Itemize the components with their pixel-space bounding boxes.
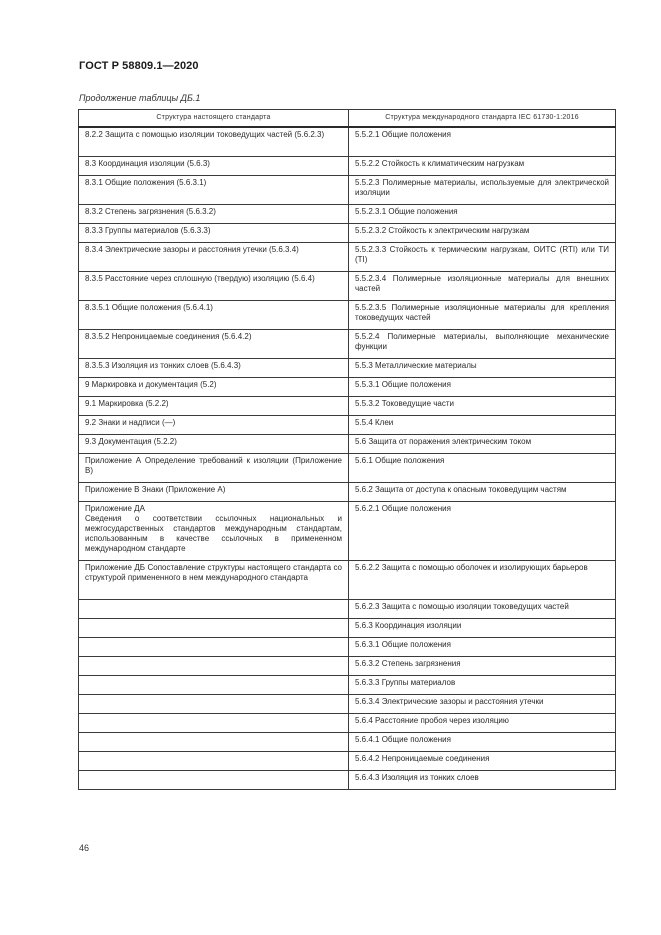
cell-international-section: 5.5.2.3 Полимерные материалы, используемые для электрической изоляции xyxy=(349,176,616,205)
cell-international-section: 5.5.2.3.2 Стойкость к электрическим нагрузкам xyxy=(349,224,616,243)
cell-national-section xyxy=(79,600,349,619)
cell-international-section: 5.5.2.3.1 Общие положения xyxy=(349,205,616,224)
table-row xyxy=(79,359,616,378)
table-row xyxy=(79,561,616,600)
cell-international-section: 5.6.4 Расстояние пробоя через изоляцию xyxy=(349,714,616,733)
table-row xyxy=(79,752,616,771)
table-row xyxy=(79,416,616,435)
cell-national-section: 8.3.5.2 Непроницаемые соединения (5.6.4.2) xyxy=(79,330,349,359)
cell-international-section: 5.6.2.2 Защита с помощью оболочек и изолирующих барьеров xyxy=(349,561,616,600)
cell-international-section: 5.6.4.2 Непроницаемые соединения xyxy=(349,752,616,771)
cell-international-section: 5.6.3.4 Электрические зазоры и расстояния утечки xyxy=(349,695,616,714)
cell-international-section: 5.6.1 Общие положения xyxy=(349,454,616,483)
table-header-row xyxy=(79,110,616,128)
cell-national-section xyxy=(79,752,349,771)
cell-national-section: Приложение ДБ Сопоставление структуры настоящего стандарта со структурой примененного в нем международного стандарта xyxy=(79,561,349,600)
cell-international-section: 5.5.3 Металлические материалы xyxy=(349,359,616,378)
table-row xyxy=(79,224,616,243)
table-caption: Продолжение таблицы ДБ.1 xyxy=(79,93,201,103)
cell-national-section: 8.3 Координация изоляции (5.6.3) xyxy=(79,157,349,176)
table-row xyxy=(79,157,616,176)
page-number: 46 xyxy=(79,843,90,853)
cell-international-section: 5.5.2.4 Полимерные материалы, выполняющие механические функции xyxy=(349,330,616,359)
cell-national-section xyxy=(79,619,349,638)
table-row xyxy=(79,695,616,714)
cell-international-section: 5.5.2.1 Общие положения xyxy=(349,127,616,157)
table-row xyxy=(79,454,616,483)
cell-national-section: 9.3 Документация (5.2.2) xyxy=(79,435,349,454)
table-row xyxy=(79,243,616,272)
cell-national-section: 8.3.1 Общие положения (5.6.3.1) xyxy=(79,176,349,205)
table-row xyxy=(79,330,616,359)
cell-international-section: 5.6.2 Защита от доступа к опасным токоведущим частям xyxy=(349,483,616,502)
table-row xyxy=(79,619,616,638)
cell-national-section xyxy=(79,695,349,714)
cell-international-section: 5.5.4 Клеи xyxy=(349,416,616,435)
cell-national-section: 9.2 Знаки и надписи (—) xyxy=(79,416,349,435)
table-row xyxy=(79,483,616,502)
cell-national-section: 8.2.2 Защита с помощью изоляции токоведущих частей (5.6.2.3) xyxy=(79,127,349,157)
cell-international-section: 5.6.4.1 Общие положения xyxy=(349,733,616,752)
cell-international-section: 5.5.3.1 Общие положения xyxy=(349,378,616,397)
cell-international-section: 5.6.3 Координация изоляции xyxy=(349,619,616,638)
cell-national-section xyxy=(79,657,349,676)
cell-national-section: 8.3.5.1 Общие положения (5.6.4.1) xyxy=(79,301,349,330)
table-row xyxy=(79,301,616,330)
table-row xyxy=(79,676,616,695)
cell-national-section: 9 Маркировка и документация (5.2) xyxy=(79,378,349,397)
comparison-table xyxy=(78,109,616,790)
column-header-national: Структура настоящего стандарта xyxy=(79,110,349,128)
table-row xyxy=(79,502,616,561)
cell-national-section: 8.3.2 Степень загрязнения (5.6.3.2) xyxy=(79,205,349,224)
cell-national-section xyxy=(79,733,349,752)
table-row xyxy=(79,733,616,752)
cell-international-section: 5.6.2.1 Общие положения xyxy=(349,502,616,561)
cell-national-section xyxy=(79,676,349,695)
cell-national-section xyxy=(79,714,349,733)
cell-international-section: 5.6.3.2 Степень загрязнения xyxy=(349,657,616,676)
table-row xyxy=(79,205,616,224)
table-body xyxy=(79,127,616,790)
table-row xyxy=(79,714,616,733)
document-code: ГОСТ Р 58809.1—2020 xyxy=(79,60,199,72)
cell-national-section: 8.3.5.3 Изоляция из тонких слоев (5.6.4.3) xyxy=(79,359,349,378)
cell-international-section: 5.5.2.3.5 Полимерные изоляционные материалы для крепления токоведущих частей xyxy=(349,301,616,330)
cell-national-section: Приложение А Определение требований к изоляции (Приложение В) xyxy=(79,454,349,483)
table-row xyxy=(79,657,616,676)
cell-national-section xyxy=(79,771,349,790)
table-row xyxy=(79,397,616,416)
cell-national-section: Приложение В Знаки (Приложение А) xyxy=(79,483,349,502)
table-row xyxy=(79,771,616,790)
cell-international-section: 5.6.2.3 Защита с помощью изоляции токоведущих частей xyxy=(349,600,616,619)
cell-international-section: 5.5.2.3.4 Полимерные изоляционные материалы для внешних частей xyxy=(349,272,616,301)
cell-national-section: 8.3.4 Электрические зазоры и расстояния утечки (5.6.3.4) xyxy=(79,243,349,272)
column-header-international: Структура международного стандарта IEC 61730-1:2016 xyxy=(349,110,616,128)
cell-international-section: 5.6.3.3 Группы материалов xyxy=(349,676,616,695)
cell-national-section: 9.1 Маркировка (5.2.2) xyxy=(79,397,349,416)
cell-international-section: 5.6.3.1 Общие положения xyxy=(349,638,616,657)
cell-national-section xyxy=(79,638,349,657)
table-row xyxy=(79,272,616,301)
cell-international-section: 5.5.2.3.3 Стойкость к термическим нагрузкам, ОИТС (RTI) или ТИ (TI) xyxy=(349,243,616,272)
table-row xyxy=(79,600,616,619)
table-row xyxy=(79,176,616,205)
cell-national-section: 8.3.5 Расстояние через сплошную (твердую) изоляцию (5.6.4) xyxy=(79,272,349,301)
cell-international-section: 5.6 Защита от поражения электрическим током xyxy=(349,435,616,454)
table-row xyxy=(79,435,616,454)
table-row xyxy=(79,127,616,157)
cell-national-section: Приложение ДА Сведения о соответствии ссылочных национальных и межгосударственных стандартов международным стандартам, использованным в качестве ссылочных в примененном международном стандарте xyxy=(79,502,349,561)
table-row xyxy=(79,638,616,657)
cell-national-section: 8.3.3 Группы материалов (5.6.3.3) xyxy=(79,224,349,243)
cell-international-section: 5.5.3.2 Токоведущие части xyxy=(349,397,616,416)
cell-international-section: 5.5.2.2 Стойкость к климатическим нагрузкам xyxy=(349,157,616,176)
cell-international-section: 5.6.4.3 Изоляция из тонких слоев xyxy=(349,771,616,790)
table-row xyxy=(79,378,616,397)
